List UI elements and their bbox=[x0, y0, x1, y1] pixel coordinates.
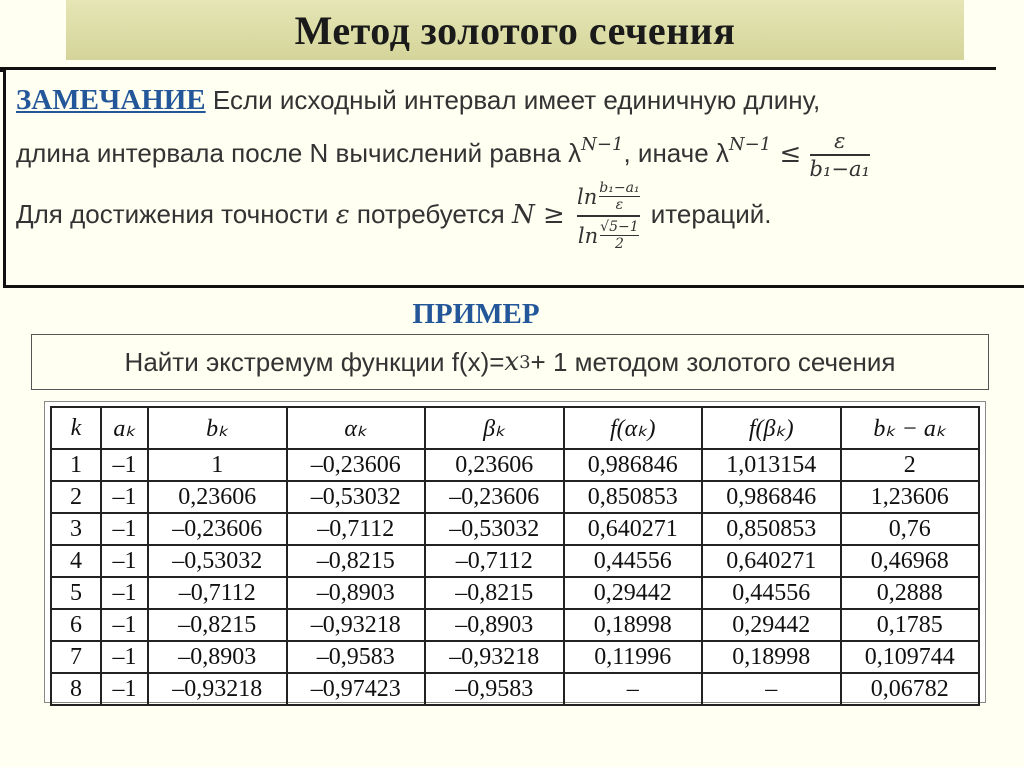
header-f-alpha: f(αₖ) bbox=[564, 407, 703, 449]
table-cell: –1 bbox=[101, 609, 148, 641]
table-cell: –0,7112 bbox=[148, 577, 287, 609]
example-heading-wrap bbox=[0, 298, 1024, 331]
frac-top-mini bbox=[599, 180, 639, 213]
task-post: + 1 методом золотого сечения bbox=[530, 346, 896, 377]
table-cell: 0,1785 bbox=[841, 609, 980, 641]
note-line2-frac-den: b₁−a₁ bbox=[809, 157, 870, 181]
table-cell: –0,9583 bbox=[425, 673, 564, 705]
note-line3-pre: Для достижения точности bbox=[16, 198, 336, 229]
table-cell: –0,23606 bbox=[148, 513, 287, 545]
table-cell: –0,93218 bbox=[148, 673, 287, 705]
table-cell: –1 bbox=[101, 545, 148, 577]
table-cell: 0,23606 bbox=[425, 449, 564, 481]
table-cell: –1 bbox=[101, 673, 148, 705]
title-bar bbox=[66, 0, 964, 60]
table-cell: –0,7112 bbox=[425, 545, 564, 577]
table-row bbox=[51, 609, 979, 641]
table-header-row bbox=[51, 407, 979, 449]
header-interval: bₖ − aₖ bbox=[841, 407, 980, 449]
note-line2-sup2: N−1 bbox=[728, 133, 772, 155]
table-cell: –1 bbox=[101, 481, 148, 513]
table-cell: 0,23606 bbox=[148, 481, 287, 513]
note-line3-mid: потребуется bbox=[349, 198, 512, 229]
table-cell: 0,29442 bbox=[564, 577, 703, 609]
note-line3-N: N bbox=[511, 199, 535, 230]
table-cell: – bbox=[564, 673, 703, 705]
header-alpha: αₖ bbox=[287, 407, 426, 449]
table-row bbox=[51, 449, 979, 481]
header-beta: βₖ bbox=[425, 407, 564, 449]
table-cell: 4 bbox=[51, 545, 101, 577]
table-cell: –0,8903 bbox=[148, 641, 287, 673]
iterations-fraction bbox=[577, 180, 640, 252]
table-cell: –0,7112 bbox=[287, 513, 426, 545]
table-cell: –0,8903 bbox=[425, 609, 564, 641]
table-cell: –0,93218 bbox=[425, 641, 564, 673]
frac-top-num: b₁−a₁ bbox=[599, 180, 640, 196]
table-cell: 0,44556 bbox=[702, 577, 841, 609]
note-line2-frac-num: ε bbox=[834, 129, 846, 153]
note-line2-sup1: N−1 bbox=[581, 133, 624, 155]
table-cell: –0,97423 bbox=[287, 673, 426, 705]
note-line2-fraction bbox=[810, 128, 870, 182]
frac-bot-ln: ln bbox=[577, 223, 599, 248]
table-cell: 0,76 bbox=[841, 513, 980, 545]
note-line2-le: ≤ bbox=[771, 138, 810, 169]
table-cell: 0,29442 bbox=[702, 609, 841, 641]
table-row bbox=[51, 673, 979, 705]
header-k: k bbox=[51, 407, 101, 449]
fraction-denominator bbox=[578, 219, 639, 252]
frac-bot-mini bbox=[600, 219, 638, 252]
task-box bbox=[31, 334, 989, 390]
note-line-3 bbox=[16, 180, 771, 252]
table-cell: 1 bbox=[51, 449, 101, 481]
table-cell: 2 bbox=[841, 449, 980, 481]
table-cell: 0,18998 bbox=[564, 609, 703, 641]
table-cell: –0,23606 bbox=[425, 481, 564, 513]
table-cell: 0,850853 bbox=[702, 513, 841, 545]
table-cell: –0,9583 bbox=[287, 641, 426, 673]
table-cell: –0,8903 bbox=[287, 577, 426, 609]
table-cell: 1,23606 bbox=[841, 481, 980, 513]
note-line3-post: итераций. bbox=[650, 198, 772, 229]
frac-bot-num: √5−1 bbox=[600, 219, 639, 235]
table-row bbox=[51, 641, 979, 673]
header-a: aₖ bbox=[101, 407, 148, 449]
note-line2-pre: длина интервала после N вычислений равна λ bbox=[16, 137, 582, 168]
task-pre: Найти экстремум функции f(x)= bbox=[124, 346, 505, 377]
note-line-1 bbox=[16, 84, 820, 117]
table-cell: –1 bbox=[101, 577, 148, 609]
table-row bbox=[51, 545, 979, 577]
table-cell: –0,8215 bbox=[287, 545, 426, 577]
task-x: x bbox=[504, 347, 520, 377]
task-sup: 3 bbox=[519, 351, 531, 373]
table-cell: –0,23606 bbox=[287, 449, 426, 481]
header-b: bₖ bbox=[148, 407, 287, 449]
table-cell: 0,18998 bbox=[702, 641, 841, 673]
table-cell: –1 bbox=[101, 449, 148, 481]
table-cell: –0,8215 bbox=[148, 609, 287, 641]
table-row bbox=[51, 577, 979, 609]
example-heading: ПРИМЕР bbox=[412, 298, 540, 330]
frac-top-den: ε bbox=[615, 197, 624, 213]
table-cell: 0,640271 bbox=[564, 513, 703, 545]
frac-bot-den: 2 bbox=[614, 236, 624, 252]
note-box bbox=[3, 70, 1024, 288]
table-cell: 3 bbox=[51, 513, 101, 545]
table-cell: 1,013154 bbox=[702, 449, 841, 481]
note-line-2 bbox=[16, 128, 870, 182]
note-line2-mid: , иначе λ bbox=[623, 137, 729, 168]
table-cell: 0,850853 bbox=[564, 481, 703, 513]
table-row bbox=[51, 513, 979, 545]
table-cell: –1 bbox=[101, 641, 148, 673]
table-cell: 0,46968 bbox=[841, 545, 980, 577]
table-cell: 0,06782 bbox=[841, 673, 980, 705]
table-cell: 5 bbox=[51, 577, 101, 609]
table-cell: 7 bbox=[51, 641, 101, 673]
table-cell: – bbox=[702, 673, 841, 705]
table-cell: 6 bbox=[51, 609, 101, 641]
table-cell: 0,109744 bbox=[841, 641, 980, 673]
table-cell: 0,986846 bbox=[564, 449, 703, 481]
table-cell: 2 bbox=[51, 481, 101, 513]
table-cell: –1 bbox=[101, 513, 148, 545]
table-cell: 0,44556 bbox=[564, 545, 703, 577]
fraction-bar bbox=[577, 215, 640, 217]
table-cell: 0,11996 bbox=[564, 641, 703, 673]
fraction-numerator bbox=[577, 180, 640, 213]
table-cell: –0,53032 bbox=[425, 513, 564, 545]
table-cell: 1 bbox=[148, 449, 287, 481]
iterations-table-frame bbox=[44, 401, 986, 703]
table-cell: –0,8215 bbox=[425, 577, 564, 609]
note-line3-eps: ε bbox=[335, 199, 350, 230]
table-cell: –0,53032 bbox=[287, 481, 426, 513]
iterations-table bbox=[50, 406, 980, 706]
table-cell: 0,986846 bbox=[702, 481, 841, 513]
note-line1-text: Если исходный интервал имеет единичную длину, bbox=[212, 85, 821, 115]
slide-title: Метод золотого сечения bbox=[294, 7, 736, 53]
table-row bbox=[51, 481, 979, 513]
table-cell: 0,640271 bbox=[702, 545, 841, 577]
table-cell: 0,2888 bbox=[841, 577, 980, 609]
note-heading: ЗАМЕЧАНИЕ bbox=[16, 84, 206, 116]
table-cell: –0,93218 bbox=[287, 609, 426, 641]
table-cell: –0,53032 bbox=[148, 545, 287, 577]
note-line3-ge: ≥ bbox=[534, 199, 574, 230]
table-cell: 8 bbox=[51, 673, 101, 705]
frac-top-ln: ln bbox=[577, 184, 598, 209]
header-f-beta: f(βₖ) bbox=[702, 407, 841, 449]
